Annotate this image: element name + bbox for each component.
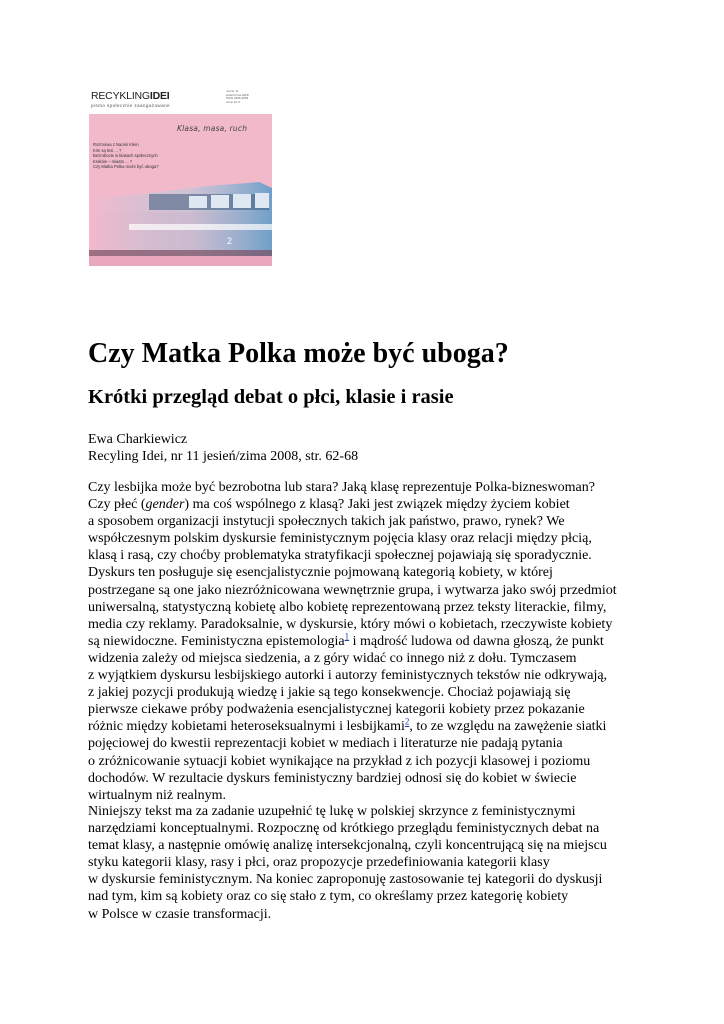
text-line: Dyskurs ten posługuje się esencjalistycznie pojmowaną kategorią kobiety, w której [88,565,553,581]
text-line: media czy reklamy. Paradoksalnie, w dyskursie, który mówi o kobietach, rzeczywiste kobiety [88,616,613,632]
train-illustration [89,164,272,266]
cover-header [89,84,272,114]
text-line: dochodów. W rezultacie dyskurs feministyczny bardziej odnosi się do kobiet w świecie [88,770,577,786]
text-line: widzenia zależy od miejsca siedzenia, a z góry widać co innego niż z dołu. Tymczasem [88,650,577,666]
text-line: różnic między kobietami heteroseksualnymi i lesbijkami$^2$, to ze względu na zawężenie siatki [88,716,607,735]
text-line: Czy płeć (gender) ma coś wspólnego z klasą? Jaki jest związek między życiem kobiet [88,497,570,513]
paragraph-1 [88,479,617,804]
source-citation: Recyling Idei, nr 11 jesień/zima 2008, str. 62-68 [88,449,359,464]
cover-contents-list: Rozmowa z Naomi Klein Kim są lesi ... ? Bezrobocie w klasach społecznych Kraków – miasto ... ? Czy Matka Polka może być uboga? [93,142,159,170]
train-number: 2 [227,236,233,246]
text-line: wirtualnym niż realnym. [88,787,227,803]
footnote-link-2[interactable]: 2 [404,716,410,727]
magazine-logo: RECYKLINGIDEI [91,90,170,102]
text-line: współczesnym polskim dyskursie feministycznym pojęcia klasy oraz relacji między płcią, [88,531,592,547]
text-line: w Polsce w czasie transformacji. [88,906,272,922]
text-line: a sposobem organizacji instytucji społecznych takich jak państwo, prawo, rynek? We [88,514,565,530]
cover-pink-area [89,114,272,266]
text-line: Czy lesbijka może być bezrobotna lub stara? Jaką klasę reprezentuje Polka-bizneswoman? [88,480,595,495]
text-line: w dyskursie feministycznym. Na koniec zaproponuję zastosowanie tej kategorii do dyskusji [88,872,603,888]
magazine-tagline: pismo społecznie zaangażowane [91,103,171,108]
text-line: o zróżnicowanie sytuacji kobiet wynikające na przykład z ich pozycji klasowej i poziomu [88,753,591,769]
text-line: pierwsze ciekawe próby podważenia esencjalistycznej kategorii kobiety przez pokazanie [88,702,585,718]
article-meta [88,431,358,465]
magazine-cover-image [89,84,272,266]
text-line: styku kategorii klasy, rasy i płci, oraz propozycje przedefiniowania kategorii klasy [88,855,550,871]
italic-term: gender [145,497,185,513]
text-line: narzędziami konceptualnymi. Rozpocznę od krótkiego przeglądu feministycznych debat na [88,821,600,837]
text-line: klasą i rasą, czy choćby problematyka stratyfikacji społecznej pojawiają się sporadycznie. [88,548,592,564]
text-line: są niewidoczne. Feministyczna epistemologia$^1$ i mądrość ludowa od dawna głoszą, że punkt [88,631,604,649]
text-line: z jakiej pozycji produkują wiedzę i jakie są tego konsekwencje. Chociaż pojawiają się [88,685,571,701]
text-line: z wyjątkiem dyskursu lesbijskiego autorki i autorzy feministycznych tekstów nie odkrywają, [88,668,608,684]
text-line: pojęciowej do kwestii reprezentacji kobiet w mediach i literaturze nie padają pytania [88,736,563,752]
text-line: uniwersalną, statystyczną kobietę albo kobietę reprezentowaną przez teksty literackie, filmy, [88,599,607,615]
text-line: nad tym, kim są kobiety oraz co się stało z tym, co określamy przez kategorię kobiety [88,889,569,905]
paragraph-2 [88,803,607,923]
text-line: temat klasy, a następnie omówię analizę intersekcjonalną, czyli koncentrującą się na miejscu [88,838,607,854]
issue-info: numer 11 jesień/zima 2008 ISSN 1895-3859 cena 12 zł [226,89,249,104]
article-subtitle: Krótki przegląd debat o płci, klasie i rasie [88,386,454,408]
text-line: Niniejszy tekst ma za zadanie uzupełnić tę lukę w polskiej skrzynce z feministycznymi [88,804,576,819]
text-line: postrzegane są one jako niezróżnicowana wewnętrznie grupa, i wytwarza jako swój przedmiot [88,582,617,598]
cover-title: Klasa, masa, ruch [177,124,248,133]
footnote-link-1[interactable]: 1 [344,631,350,642]
author-name: Ewa Charkiewicz [88,432,188,447]
article-title: Czy Matka Polka może być uboga? [88,338,509,369]
